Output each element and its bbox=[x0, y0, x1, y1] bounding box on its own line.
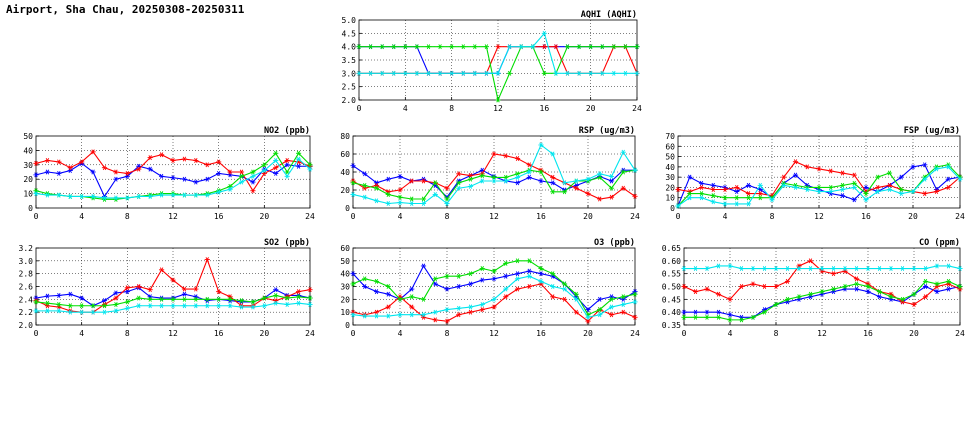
x-tick-label: 0 bbox=[350, 329, 356, 338]
y-tick-label: 60 bbox=[340, 244, 350, 253]
chart-panel-co bbox=[650, 236, 968, 341]
x-tick-label: 8 bbox=[124, 329, 130, 338]
y-tick-label: 40 bbox=[340, 168, 350, 177]
chart-panel-so2 bbox=[6, 236, 318, 341]
x-tick-label: 12 bbox=[168, 212, 178, 221]
y-tick-label: 2.0 bbox=[341, 96, 356, 105]
y-tick-label: 80 bbox=[340, 132, 350, 141]
series-line-s1 bbox=[36, 163, 310, 196]
y-tick-label: 10 bbox=[23, 189, 33, 199]
x-tick-label: 24 bbox=[305, 329, 315, 338]
y-tick-label: 0.35 bbox=[661, 321, 681, 330]
x-tick-label: 24 bbox=[630, 329, 640, 338]
x-tick-label: 20 bbox=[908, 212, 918, 221]
x-tick-label: 20 bbox=[583, 329, 593, 338]
y-tick-label: 0 bbox=[345, 204, 350, 213]
chart-panel-rsp bbox=[325, 124, 643, 224]
x-tick-label: 20 bbox=[259, 212, 270, 221]
y-tick-label: 30 bbox=[665, 173, 675, 183]
y-tick-label: 3.0 bbox=[341, 69, 356, 79]
chart-co bbox=[650, 236, 968, 341]
x-tick-label: 0 bbox=[681, 329, 687, 338]
x-tick-label: 24 bbox=[955, 329, 965, 338]
chart-rsp bbox=[325, 124, 643, 224]
y-tick-label: 30 bbox=[340, 282, 350, 292]
x-tick-label: 0 bbox=[356, 104, 362, 113]
x-tick-label: 12 bbox=[489, 329, 499, 338]
x-tick-label: 16 bbox=[536, 212, 546, 221]
y-tick-label: 0.55 bbox=[661, 269, 681, 279]
y-tick-label: 3.2 bbox=[18, 244, 33, 253]
chart-title-o3: O3 (ppb) bbox=[594, 238, 635, 248]
x-tick-label: 0 bbox=[675, 212, 681, 221]
y-tick-label: 60 bbox=[340, 150, 350, 159]
y-tick-label: 0.60 bbox=[661, 256, 681, 266]
x-tick-label: 4 bbox=[397, 329, 403, 338]
x-tick-label: 12 bbox=[489, 212, 499, 221]
x-tick-label: 16 bbox=[213, 329, 224, 338]
chart-so2 bbox=[6, 236, 318, 341]
y-tick-label: 3.0 bbox=[18, 256, 33, 266]
x-tick-label: 0 bbox=[350, 212, 356, 221]
chart-aqhi bbox=[325, 8, 645, 116]
x-tick-label: 24 bbox=[305, 212, 315, 221]
series-line-s2 bbox=[684, 261, 960, 305]
y-tick-label: 20 bbox=[23, 175, 33, 185]
x-tick-label: 16 bbox=[863, 329, 873, 338]
y-tick-label: 20 bbox=[340, 186, 350, 195]
y-tick-label: 60 bbox=[665, 142, 675, 152]
chart-no2 bbox=[6, 124, 318, 224]
x-tick-label: 8 bbox=[449, 104, 455, 113]
y-tick-label: 0.40 bbox=[661, 308, 681, 318]
chart-panel-fsp bbox=[650, 124, 968, 224]
x-tick-label: 4 bbox=[79, 329, 85, 338]
chart-title-aqhi: AQHI (AQHI) bbox=[580, 10, 637, 20]
x-tick-label: 4 bbox=[397, 212, 403, 221]
x-tick-label: 20 bbox=[583, 212, 593, 221]
chart-title-fsp: FSP (ug/m3) bbox=[903, 126, 960, 136]
x-tick-label: 8 bbox=[769, 212, 775, 221]
y-tick-label: 2.6 bbox=[18, 282, 33, 292]
y-tick-label: 20 bbox=[340, 295, 350, 305]
x-tick-label: 12 bbox=[493, 104, 503, 113]
chart-panel-no2 bbox=[6, 124, 318, 224]
y-tick-label: 0 bbox=[28, 204, 33, 213]
x-tick-label: 8 bbox=[773, 329, 779, 338]
x-tick-label: 12 bbox=[817, 329, 827, 338]
y-tick-label: 50 bbox=[665, 152, 675, 162]
x-tick-label: 12 bbox=[814, 212, 824, 221]
y-tick-label: 2.2 bbox=[18, 308, 33, 318]
y-tick-label: 0.45 bbox=[661, 295, 681, 305]
y-tick-label: 70 bbox=[665, 132, 675, 141]
y-tick-label: 3.5 bbox=[341, 56, 356, 65]
x-tick-label: 16 bbox=[213, 212, 224, 221]
chart-title-co: CO (ppm) bbox=[919, 238, 960, 248]
x-tick-label: 0 bbox=[33, 212, 39, 221]
y-tick-label: 40 bbox=[23, 146, 33, 156]
chart-title-no2: NO2 (ppb) bbox=[263, 126, 310, 136]
x-tick-label: 20 bbox=[259, 329, 270, 338]
x-tick-label: 24 bbox=[630, 212, 640, 221]
x-tick-label: 4 bbox=[402, 104, 408, 113]
y-tick-label: 2.5 bbox=[341, 82, 356, 92]
x-tick-label: 16 bbox=[861, 212, 871, 221]
x-tick-label: 4 bbox=[79, 212, 85, 221]
y-tick-label: 50 bbox=[340, 256, 350, 266]
plot-frame bbox=[36, 248, 310, 325]
chart-fsp bbox=[650, 124, 968, 224]
y-tick-label: 50 bbox=[23, 132, 33, 141]
y-tick-label: 4.5 bbox=[341, 29, 356, 39]
x-tick-label: 24 bbox=[632, 104, 642, 113]
page-title: Airport, Sha Chau, 20250308-20250311 bbox=[6, 3, 245, 16]
x-tick-label: 16 bbox=[539, 104, 550, 113]
x-tick-label: 8 bbox=[444, 329, 450, 338]
x-tick-label: 12 bbox=[168, 329, 178, 338]
y-tick-label: 2.8 bbox=[18, 269, 33, 279]
chart-o3 bbox=[325, 236, 643, 341]
y-tick-label: 0.50 bbox=[661, 282, 681, 292]
chart-panel-aqhi bbox=[325, 8, 645, 116]
x-tick-label: 4 bbox=[722, 212, 728, 221]
chart-title-rsp: RSP (ug/m3) bbox=[578, 126, 635, 136]
y-tick-label: 0 bbox=[670, 204, 675, 213]
y-tick-label: 30 bbox=[23, 160, 33, 170]
x-tick-label: 20 bbox=[585, 104, 596, 113]
y-tick-label: 0 bbox=[345, 321, 350, 330]
y-tick-label: 2.0 bbox=[18, 321, 33, 330]
y-tick-label: 10 bbox=[340, 308, 350, 318]
y-tick-label: 20 bbox=[665, 183, 675, 193]
chart-panel-o3 bbox=[325, 236, 643, 341]
x-tick-label: 16 bbox=[536, 329, 546, 338]
y-tick-label: 40 bbox=[665, 162, 675, 172]
x-tick-label: 0 bbox=[33, 329, 39, 338]
x-tick-label: 8 bbox=[444, 212, 450, 221]
x-tick-label: 8 bbox=[124, 212, 130, 221]
y-tick-label: 2.4 bbox=[18, 295, 33, 305]
series-line-s4 bbox=[36, 303, 310, 312]
chart-title-so2: SO2 (ppb) bbox=[263, 238, 310, 248]
y-tick-label: 0.65 bbox=[661, 244, 681, 253]
x-tick-label: 20 bbox=[909, 329, 919, 338]
y-tick-label: 40 bbox=[340, 269, 350, 279]
y-tick-label: 10 bbox=[665, 193, 675, 203]
y-tick-label: 5.0 bbox=[341, 16, 356, 25]
x-tick-label: 24 bbox=[955, 212, 965, 221]
y-tick-label: 4.0 bbox=[341, 42, 356, 52]
x-tick-label: 4 bbox=[727, 329, 733, 338]
